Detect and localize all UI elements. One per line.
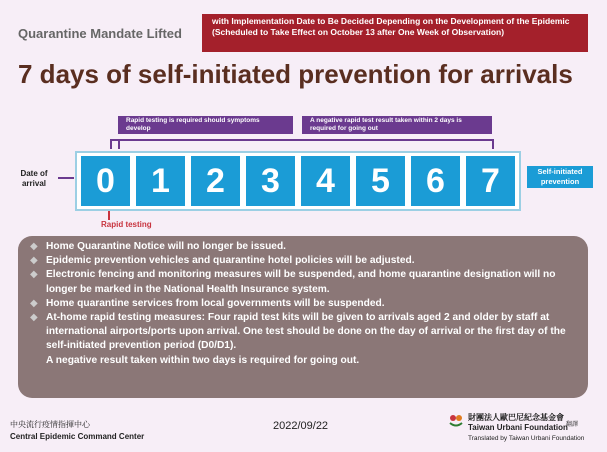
translated-label-cn: 翻譯 <box>566 422 579 428</box>
day-7: 7 <box>466 156 515 206</box>
foundation-logo-icon <box>448 412 464 428</box>
translated-by: Translated by Taiwan Urbani Foundation <box>468 435 585 442</box>
diamond-bullet-icon: ◆ <box>30 269 38 281</box>
rapid-connector <box>108 211 110 220</box>
self-prevention-label: Self-initiated prevention <box>527 166 593 188</box>
day-1: 1 <box>136 156 185 206</box>
implementation-banner: with Implementation Date to Be Decided Depending on the Development of the Epidemic (Scheduled to Take Effect on October 13 after One Week of Observation) <box>202 14 588 52</box>
info-item: ◆ Electronic fencing and monitoring measures will be suspended, and home quarantine designation will no longer be marked in the National Health Insurance system. <box>30 269 556 295</box>
bracket-right <box>118 139 494 149</box>
day-4: 4 <box>301 156 350 206</box>
day-strip <box>75 151 521 211</box>
diamond-bullet-icon: ◆ <box>30 241 38 252</box>
headline: 7 days of self-initiated prevention for arrivals <box>18 59 573 89</box>
day-2: 2 <box>191 156 240 206</box>
info-item: ◆ Epidemic prevention vehicles and quarantine hotel policies will be adjusted. <box>30 254 576 268</box>
date-of-arrival-label: Date of arrival <box>20 169 48 188</box>
cecc-name-cn: 中央流行疫情指揮中心 <box>10 420 90 429</box>
info-extra: A negative result taken within two days is required for going out. <box>46 354 360 366</box>
diamond-bullet-icon: ◆ <box>30 255 38 267</box>
mandate-title: Quarantine Mandate Lifted <box>18 26 182 41</box>
info-box <box>18 236 588 398</box>
day-3: 3 <box>246 156 295 206</box>
arrival-connector <box>58 177 74 179</box>
day-6: 6 <box>411 156 460 206</box>
info-item: ◆ Home quarantine services from local governments will be suspended. <box>30 297 576 311</box>
foundation-name-en: Taiwan Urbani Foundation <box>468 423 568 432</box>
note-going-out: A negative rapid test result taken within 2 days is required for going out <box>302 116 492 134</box>
diamond-bullet-icon: ◆ <box>30 312 38 324</box>
foundation-name-cn: 財團法人歐巴尼紀念基金會 <box>468 413 564 422</box>
rapid-testing-label: Rapid testing <box>101 220 152 229</box>
day-5: 5 <box>356 156 405 206</box>
diamond-bullet-icon: ◆ <box>30 297 38 309</box>
cecc-name-en: Central Epidemic Command Center <box>10 432 145 441</box>
info-item: ◆ At-home rapid testing measures: Four rapid test kits will be given to arrivals aged 2 and older by staff at international airports/ports upon arrival. One test should be done on the day of arrival or the first day of the self-initiated prevention period (D0/D1). <box>30 312 566 352</box>
note-symptoms: Rapid testing is required should symptoms develop <box>118 116 293 134</box>
info-item: ◆ Home Quarantine Notice will no longer be issued. <box>30 240 576 254</box>
publish-date: 2022/09/22 <box>273 420 329 432</box>
day-0: 0 <box>81 156 130 206</box>
